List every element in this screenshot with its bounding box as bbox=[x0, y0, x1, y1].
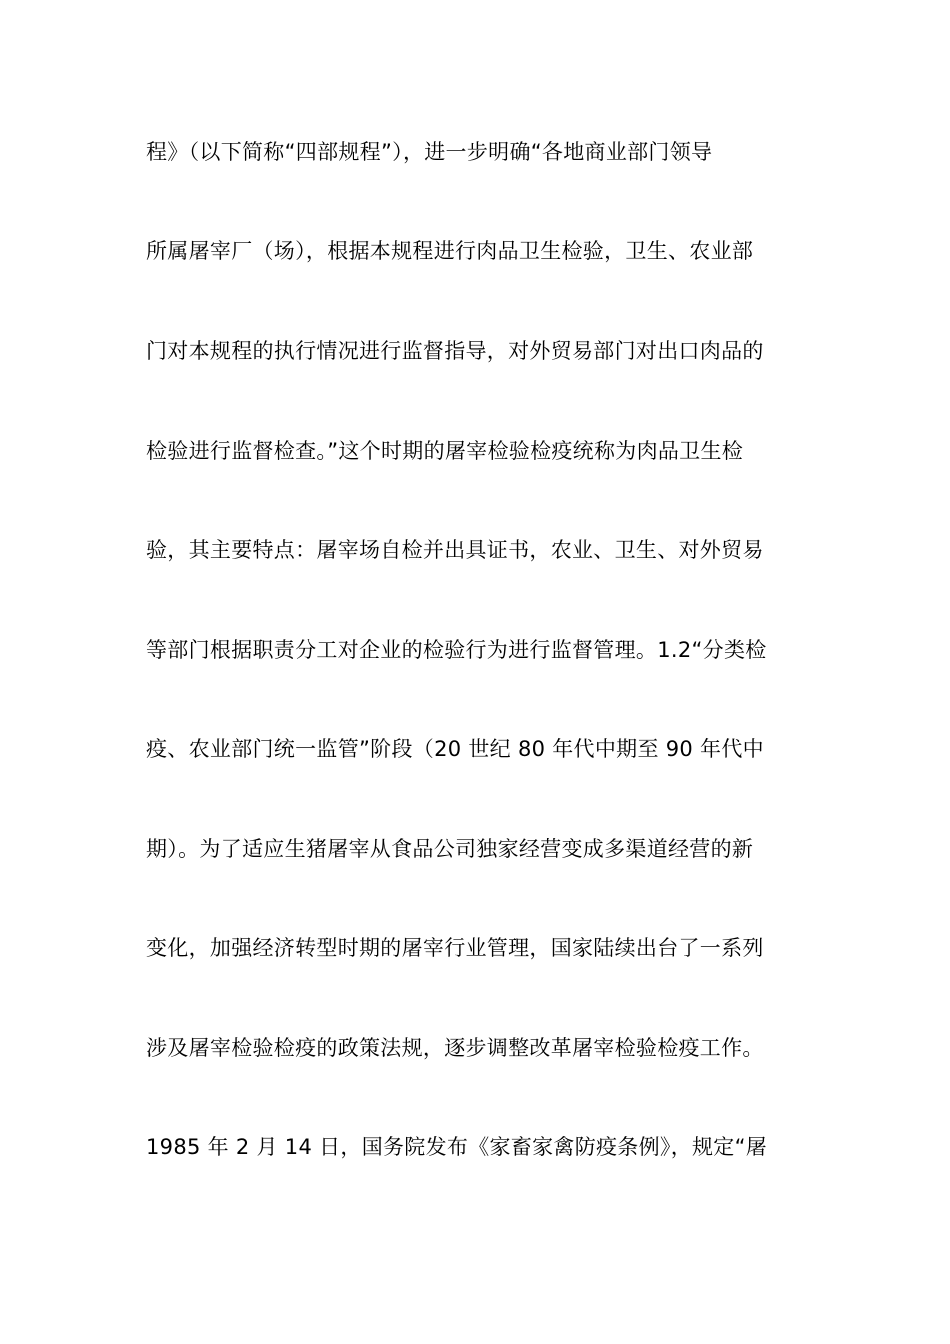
text-line: 涉及屠宰检验检疫的政策法规，逐步调整改革屠宰检验检疫工作。 bbox=[146, 1036, 764, 1060]
text-line: 门对本规程的执行情况进行监督指导，对外贸易部门对出口肉品的 bbox=[146, 339, 764, 363]
text-line: 1985 年 2 月 14 日，国务院发布《家畜家禽防疫条例》，规定“屠 bbox=[146, 1135, 768, 1159]
text-line: 检验进行监督检查。”这个时期的屠宰检验检疫统称为肉品卫生检 bbox=[146, 439, 744, 463]
text-line: 所属屠宰厂（场），根据本规程进行肉品卫生检验，卫生、农业部 bbox=[146, 239, 754, 263]
text-line: 期）。为了适应生猪屠宰从食品公司独家经营变成多渠道经营的新 bbox=[146, 837, 754, 861]
text-line: 疫、农业部门统一监管”阶段（20 世纪 80 年代中期至 90 年代中 bbox=[146, 737, 764, 761]
text-line: 程》（以下简称“四部规程”），进一步明确“各地商业部门领导 bbox=[146, 140, 713, 164]
text-line: 等部门根据职责分工对企业的检验行为进行监督管理。1.2“分类检 bbox=[146, 638, 767, 662]
text-line: 验，其主要特点：屠宰场自检并出具证书，农业、卫生、对外贸易 bbox=[146, 538, 764, 562]
text-line: 变化，加强经济转型时期的屠宰行业管理，国家陆续出台了一系列 bbox=[146, 936, 764, 960]
